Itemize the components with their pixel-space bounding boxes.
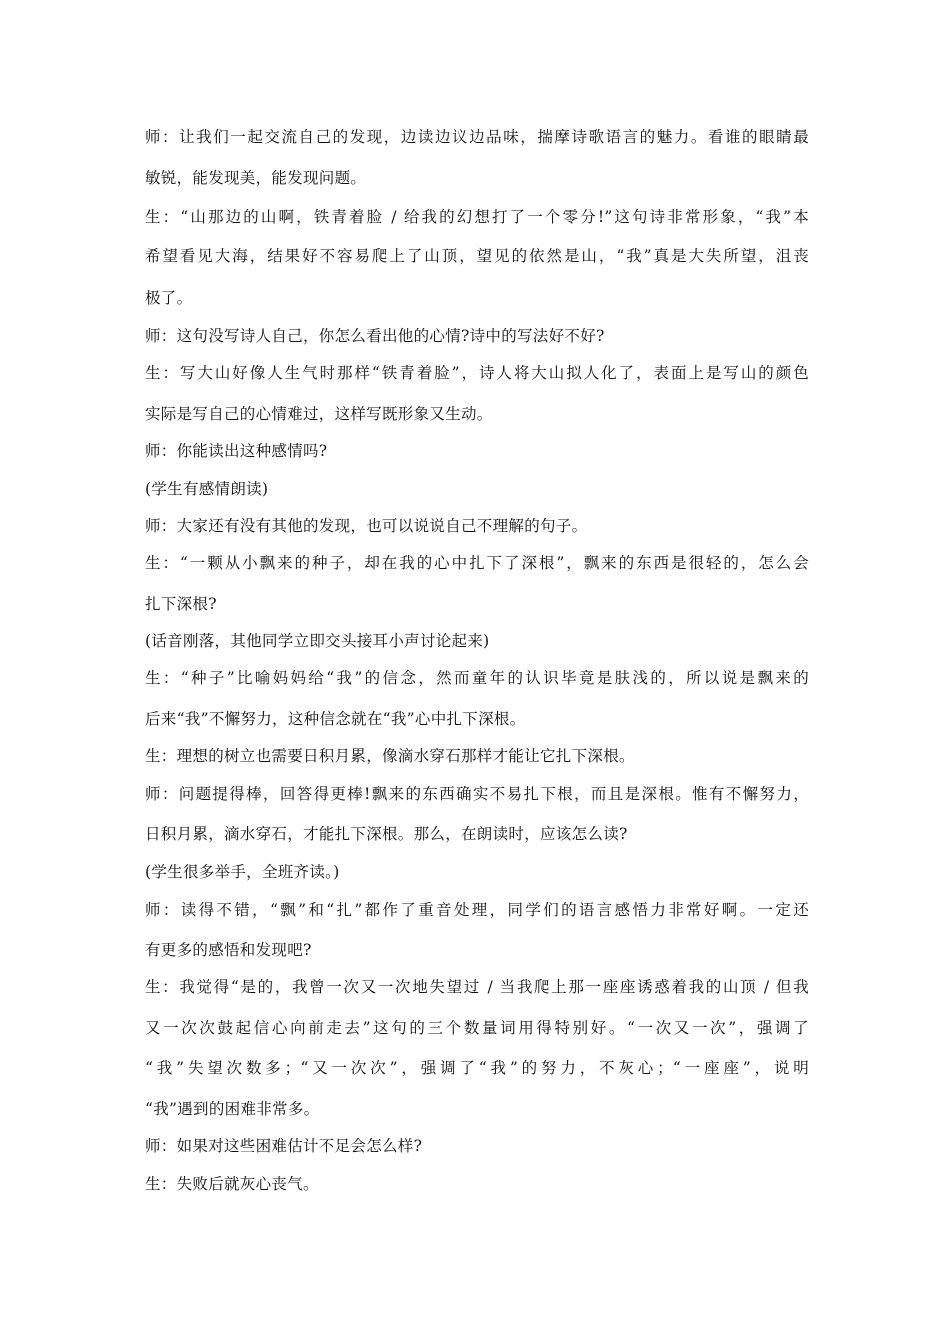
text-line: (话音刚落，其他同学立即交头接耳小声讨论起来)	[145, 632, 490, 650]
text-line: 生：我觉得“是的，我曾一次又一次地失望过 / 当我爬上那一座座诱惑着我的山顶 / 但我	[145, 978, 809, 996]
text-line: 生：写大山好像人生气时那样“铁青着脸”，诗人将大山拟人化了，表面上是写山的颜色	[145, 364, 809, 382]
text-line: (学生很多举手，全班齐读。)	[145, 863, 340, 881]
text-line: 极了。	[145, 289, 193, 307]
text-line: 师：如果对这些困难估计不足会怎么样?	[145, 1137, 423, 1155]
text-line: 师：问题提得棒，回答得更棒!飘来的东西确实不易扎下根，而且是深根。惟有不懈努力，	[145, 785, 809, 803]
text-line: 有更多的感悟和发现吧?	[145, 941, 312, 959]
text-line: 师：你能读出这种感情吗?	[145, 442, 328, 460]
text-line: 生：“种子”比喻妈妈给“我”的信念，然而童年的认识毕竟是肤浅的，所以说是飘来的	[145, 669, 809, 687]
text-line: 师：让我们一起交流自己的发现，边读边议边品味，揣摩诗歌语言的魅力。看谁的眼睛最	[145, 128, 809, 146]
text-line: 师：读得不错，“飘”和“扎”都作了重音处理，同学们的语言感悟力非常好啊。一定还	[145, 901, 809, 919]
text-line: “我”失望次数多；“又一次次”，强调了“我”的努力，不灰心；“一座座”，说明	[145, 1059, 809, 1077]
text-line: 日积月累，滴水穿石，才能扎下深根。那么，在朗读时，应该怎么读?	[145, 825, 628, 843]
text-line: (学生有感情朗读)	[145, 480, 269, 498]
text-line: 敏锐，能发现美，能发现问题。	[145, 169, 367, 187]
text-line: 希望看见大海，结果好不容易爬上了山顶，望见的依然是山，“我”真是大失所望，沮丧	[145, 247, 809, 265]
text-line: 生：“一颗从小飘来的种子，却在我的心中扎下了深根”，飘来的东西是很轻的，怎么会	[145, 554, 809, 572]
text-line: 生：理想的树立也需要日积月累，像滴水穿石那样才能让它扎下深根。	[145, 747, 635, 765]
text-line: “我”遇到的困难非常多。	[145, 1100, 320, 1118]
text-line: 生：“山那边的山啊，铁青着脸 / 给我的幻想打了一个零分!”这句诗非常形象，“我”本	[145, 208, 809, 226]
text-line: 师：这句没写诗人自己，你怎么看出他的心情?诗中的写法好不好?	[145, 327, 605, 345]
text-line: 后来“我”不懈努力，这种信念就在“我”心中扎下深根。	[145, 710, 526, 728]
text-line: 又一次次鼓起信心向前走去”这句的三个数量词用得特别好。“一次又一次”，强调了	[145, 1019, 809, 1037]
text-line: 生：失败后就灰心丧气。	[145, 1175, 319, 1193]
text-line: 实际是写自己的心情难过，这样写既形象又生动。	[145, 405, 493, 423]
text-line: 师：大家还有没有其他的发现，也可以说说自己不理解的句子。	[145, 517, 588, 535]
text-line: 扎下深根?	[145, 595, 217, 613]
